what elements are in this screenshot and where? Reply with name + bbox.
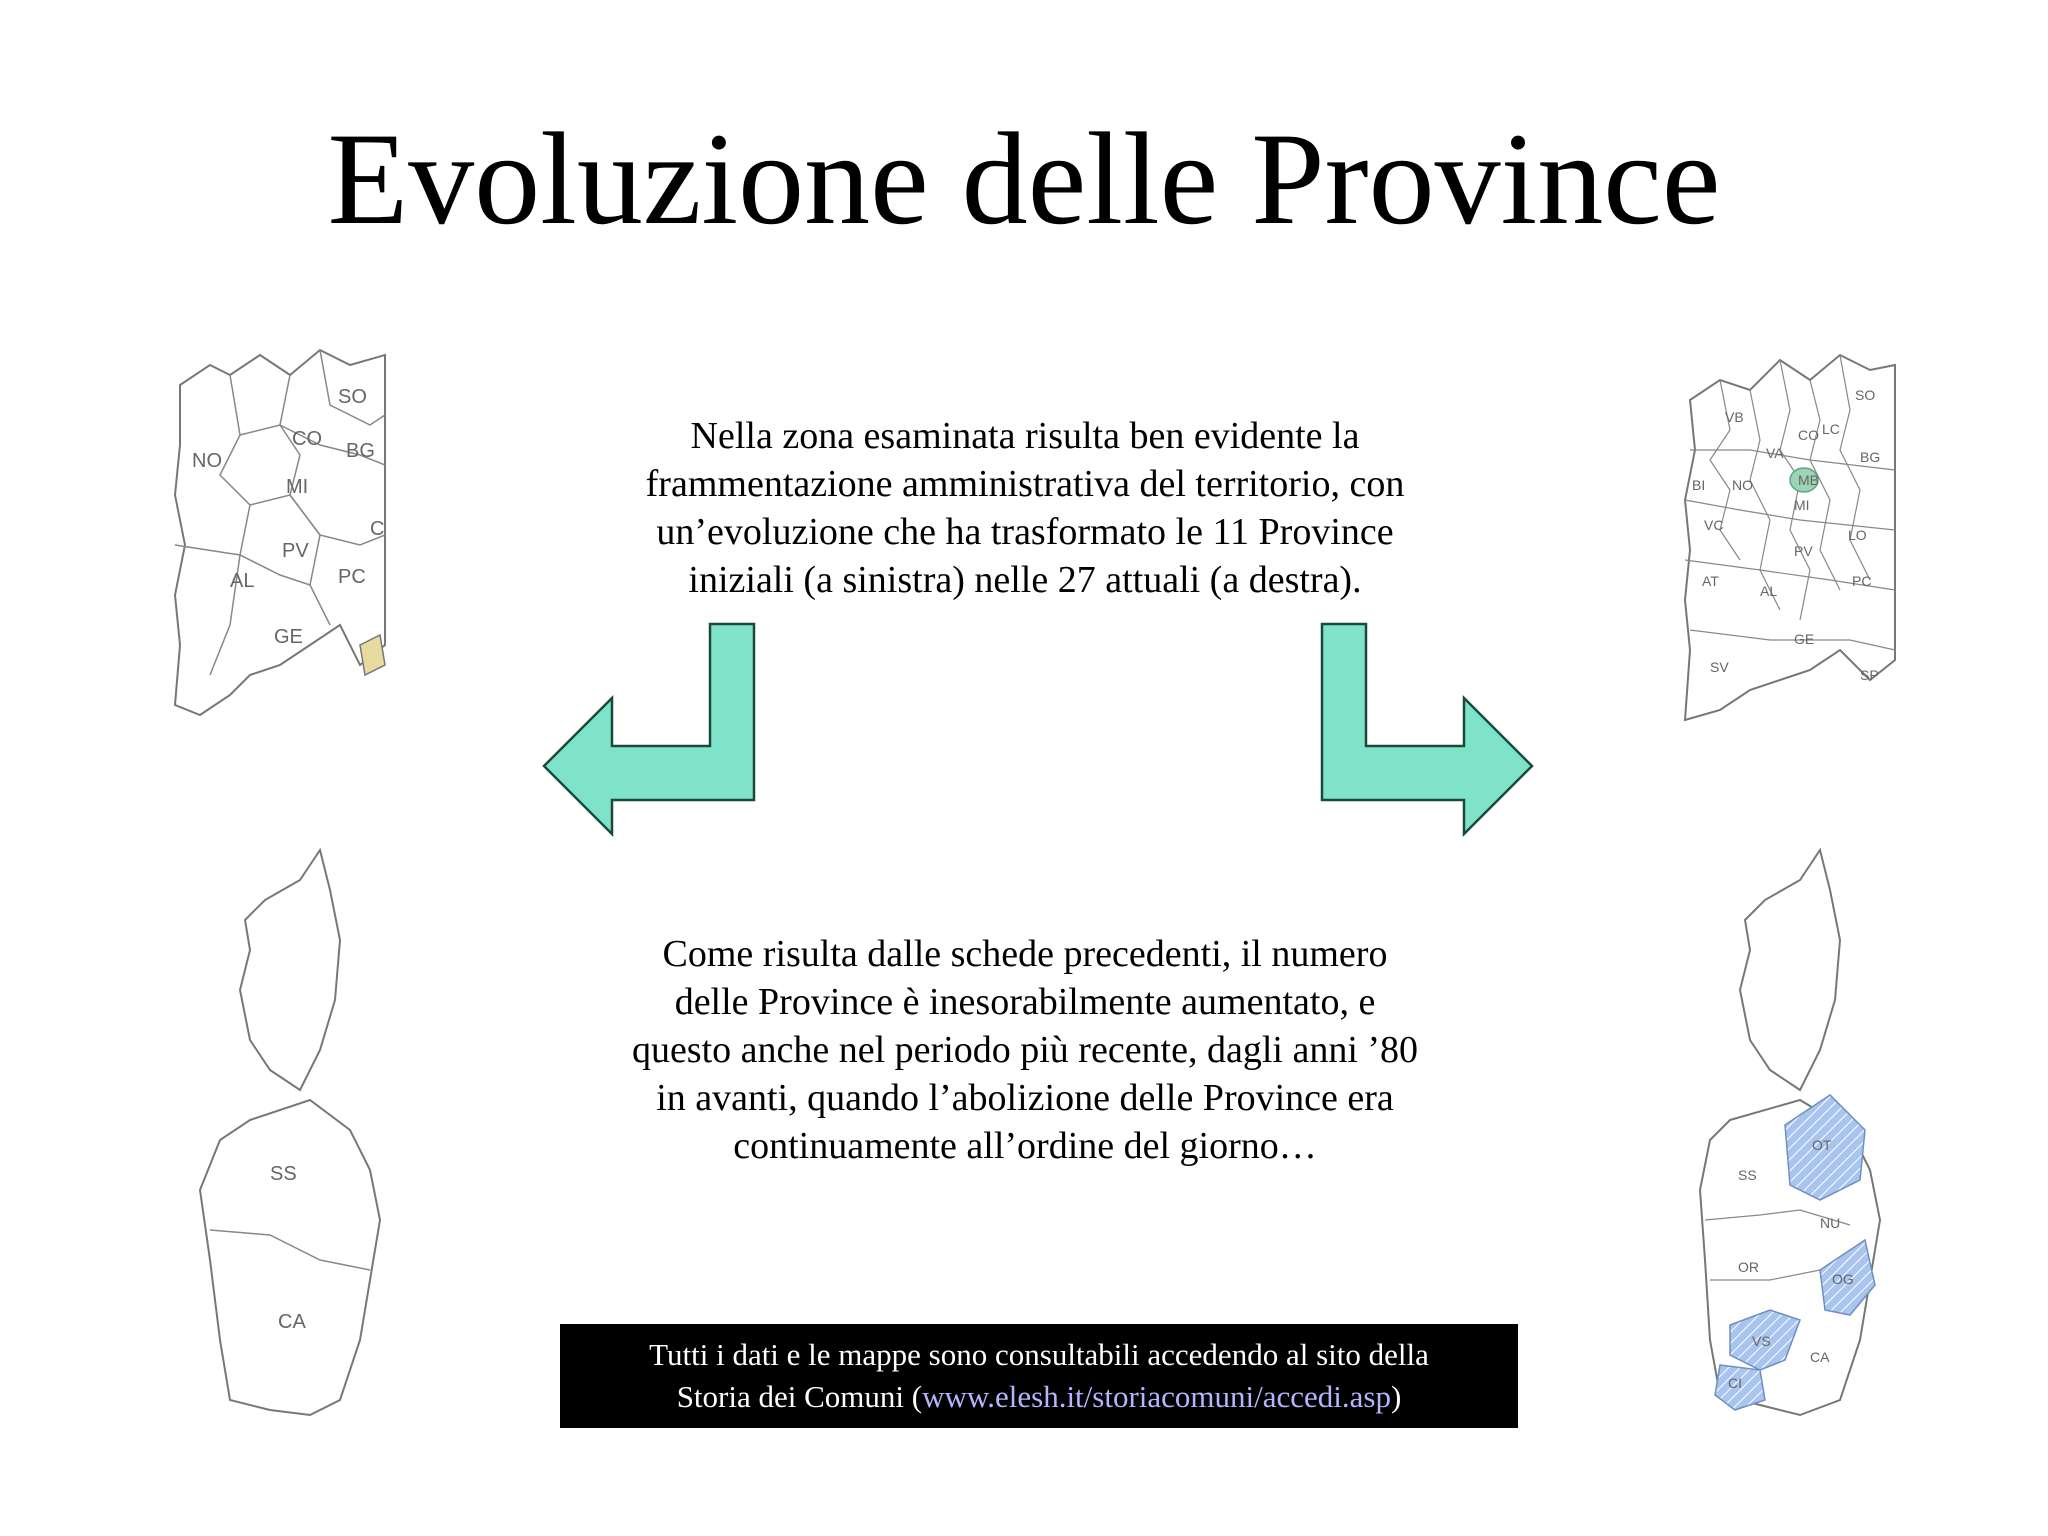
map-label: SP [1860,667,1879,683]
text-line: iniziali (a sinistra) nelle 27 attuali (a destra). [688,559,1362,601]
map-label: CA [1810,1349,1830,1365]
map-label: GE [1794,631,1815,647]
map-label: CA [278,1311,306,1333]
text-line: frammentazione amministrativa del territorio, con [645,463,1405,505]
footer-prefix: Storia dei Comuni ( [676,1379,923,1414]
map-label: BI [1692,477,1706,493]
map-label: VB [1725,409,1744,425]
footer-line-2 [560,1376,1518,1418]
text-line: in avanti, quando l’abolizione delle Province era [656,1077,1394,1119]
map-label: SO [1855,387,1876,403]
map-label: CI [1728,1375,1742,1391]
slide-title: Evoluzione delle Province [327,105,1721,252]
text-line: Nella zona esaminata risulta ben evidente la [690,415,1360,457]
map-label: PV [1794,543,1813,559]
map-label: BG [346,440,375,462]
map-label: VA [1766,445,1784,461]
map-label: VC [1704,517,1724,533]
footer-suffix: ) [1390,1379,1402,1414]
map-label: NO [1732,477,1753,493]
text-line: continuamente all’ordine del giorno… [733,1125,1317,1167]
map-label: CO [292,428,322,450]
map-label: PV [282,540,309,562]
footer-line-1: Tutti i dati e le mappe sono consultabili accedendo al sito della [649,1337,1429,1372]
arrow-right-icon [1318,620,1538,840]
map-label: C [370,518,385,540]
map-label: SO [338,386,367,408]
text-line: questo anche nel periodo più recente, dagli anni ’80 [631,1029,1419,1071]
top-paragraph [560,412,1490,604]
map-label: AT [1702,573,1719,589]
map-label: MI [286,476,309,498]
map-label: NO [192,450,222,472]
map-label: SS [1738,1167,1757,1183]
arrow-left-icon [540,620,760,840]
map-label: LC [1822,421,1840,437]
map-label: CO [1798,427,1819,443]
map-label: PC [338,566,366,588]
map-label: GE [274,626,303,648]
left-south-map [190,840,390,1440]
map-label: OR [1738,1259,1759,1275]
map-label: AL [230,570,255,592]
right-south-map [1690,840,1890,1440]
bottom-paragraph [560,930,1490,1170]
footer-link[interactable]: www.elesh.it/storiacomuni/accedi.asp [922,1379,1391,1414]
map-label: SS [270,1163,297,1185]
map-label: BG [1860,449,1881,465]
footer-note-box [560,1324,1518,1428]
map-label: OT [1812,1137,1832,1153]
map-label: SV [1710,659,1729,675]
map-label: NU [1820,1215,1841,1231]
map-label: VS [1752,1333,1771,1349]
text-line: un’evoluzione che ha trasformato le 11 Province [656,511,1394,553]
map-label: LO [1848,527,1867,543]
right-north-map [1680,350,1900,730]
map-label: MI [1794,497,1810,513]
text-line: delle Province è inesorabilmente aumentato, e [674,981,1376,1023]
left-north-map [170,345,390,725]
map-label: MB [1798,472,1819,488]
map-label: PC [1852,573,1872,589]
map-label: OG [1832,1271,1854,1287]
text-line: Come risulta dalle schede precedenti, il numero [662,933,1388,975]
map-label: AL [1760,583,1778,599]
